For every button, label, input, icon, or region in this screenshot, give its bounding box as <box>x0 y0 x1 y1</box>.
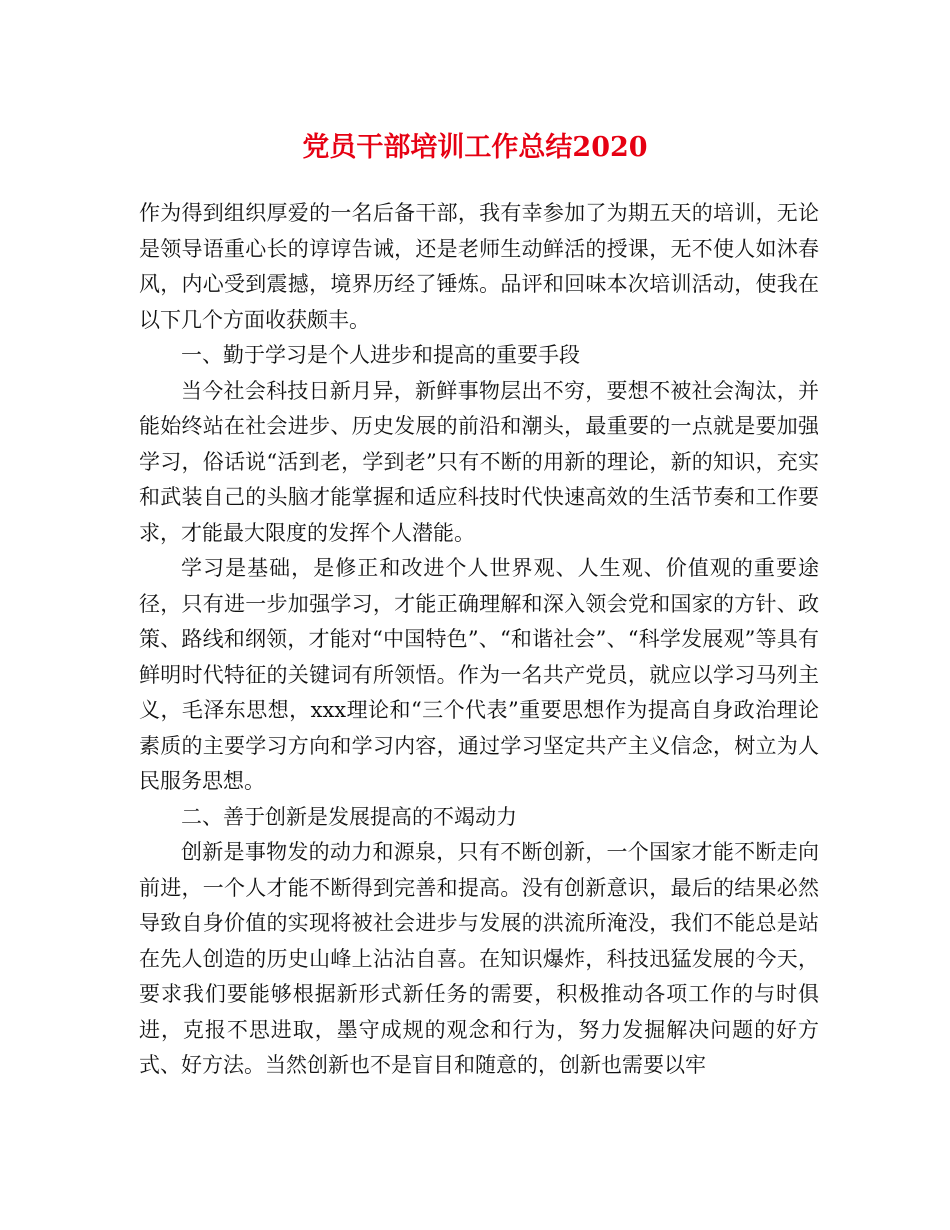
paragraph: 学习是基础，是修正和改进个人世界观、人生观、价值观的重要途径，只有进一步加强学习，才能正确理解和深入领会党和国家的方针、政策、路线和纲领，才能对“中国特色”、“和谐社会”、“科学发展观”等具有鲜明时代特征的关键词有所领悟。作为一名共产党员，就应以学习马列主义，毛泽东思想，xxx理论和“三个代表”重要思想作为提高自身政治理论素质的主要学习方向和学习内容，通过学习坚定共产主义信念，树立为人民服务思想。 <box>139 556 819 793</box>
document-body <box>139 196 819 1084</box>
paragraph: 创新是事物发的动力和源泉，只有不断创新，一个国家才能不断走向前进，一个人才能不断得到完善和提高。没有创新意识，最后的结果必然导致自身价值的实现将被社会进步与发展的洪流所淹没，我们不能总是站在先人创造的历史山峰上沾沾自喜。在知识爆炸，科技迅猛发展的今天，要求我们要能够根据新形式新任务的需要，积极推动各项工作的与时俱进，克报不思进取，墨守成规的观念和行为，努力发掘解决问题的好方式、好方法。当然创新也不是盲目和随意的，创新也需要以牢 <box>139 840 819 1077</box>
paragraph-intro: 作为得到组织厚爱的一名后备干部，我有幸参加了为期五天的培训，无论是领导语重心长的谆谆告诫，还是老师生动鲜活的授课，无不使人如沐春风，内心受到震撼，境界历经了锤炼。品评和回味本次培训活动，使我在以下几个方面收获颇丰。 <box>139 201 819 332</box>
document-title: 党员干部培训工作总结2020 <box>302 132 648 163</box>
section-heading-1: 一、勤于学习是个人进步和提高的重要手段 <box>181 343 580 367</box>
section-heading-2: 二、善于创新是发展提高的不竭动力 <box>181 804 517 829</box>
paragraph: 当今社会科技日新月异，新鲜事物层出不穷，要想不被社会淘汰，并能始终站在社会进步、历史发展的前沿和潮头，最重要的一点就是要加强学习，俗话说“活到老，学到老”只有不断的用新的理论，新的知识，充实和武装自己的头脑才能掌握和适应科技时代快速高效的生活节奏和工作要求，才能最大限度的发挥个人潜能。 <box>139 378 819 545</box>
